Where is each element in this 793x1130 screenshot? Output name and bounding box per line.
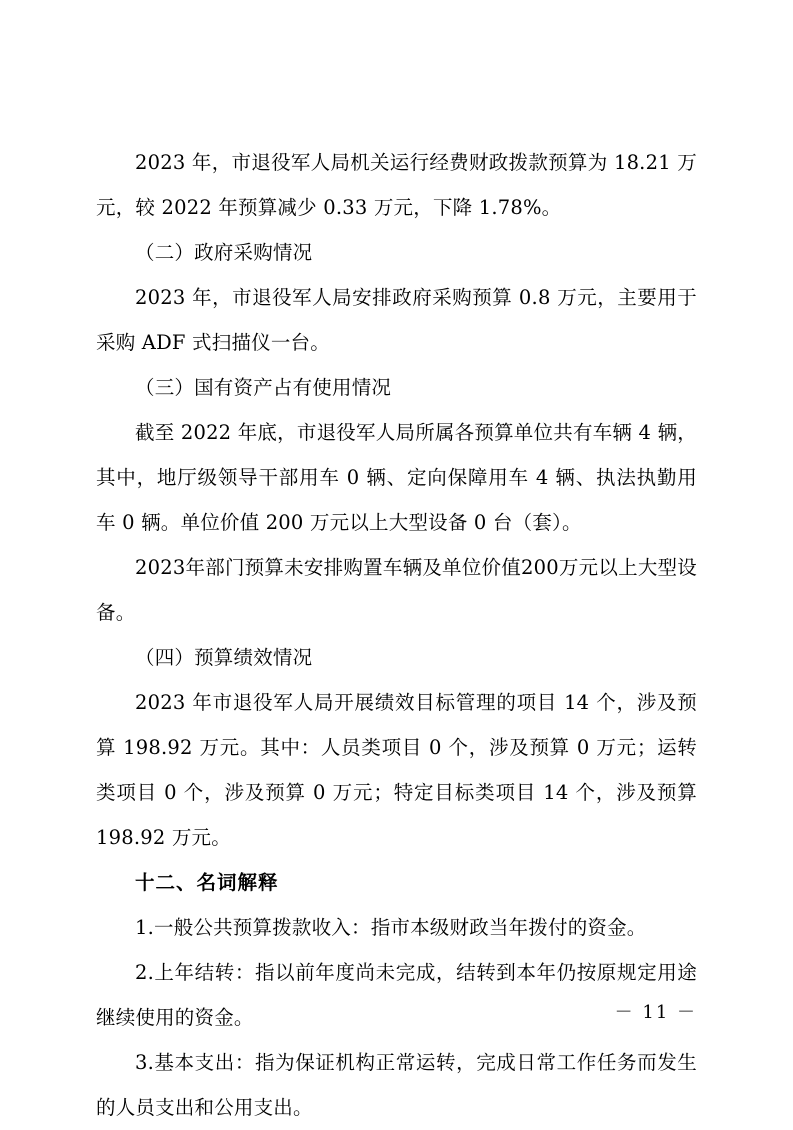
paragraph: 2023 年，市退役军人局安排政府采购预算 0.8 万元，主要用于采购 ADF 式扫描仪一台。 bbox=[96, 286, 697, 354]
document-body bbox=[96, 140, 697, 1130]
section-subheading: （二）政府采购情况 bbox=[135, 241, 313, 264]
paragraph: 2023 年市退役军人局开展绩效目标管理的项目 14 个，涉及预算 198.92 万元。其中：人员类项目 0 个，涉及预算 0 万元；运转类项目 0 个，涉及预算 0 万元；特定目标类项目 14 个，涉及预算 198.92 万元。 bbox=[96, 691, 697, 849]
section-subheading: （四）预算绩效情况 bbox=[135, 646, 313, 669]
paragraph: 2023年部门预算未安排购置车辆及单位价值200万元以上大型设备。 bbox=[96, 556, 697, 624]
page-number: － 11 － bbox=[614, 1002, 697, 1023]
section-heading: 十二、名词解释 bbox=[135, 871, 279, 894]
paragraph: 2.上年结转：指以前年度尚未完成，结转到本年仍按原规定用途继续使用的资金。 bbox=[96, 961, 697, 1029]
paragraph: 截至 2022 年底，市退役军人局所属各预算单位共有车辆 4 辆，其中，地厅级领导干部用车 0 辆、定向保障用车 4 辆、执法执勤用车 0 辆。单位价值 200 万元以上大型设备 0 台（套）。 bbox=[96, 421, 697, 534]
paragraph: 2023 年，市退役军人局机关运行经费财政拨款预算为 18.21 万元，较 2022 年预算减少 0.33 万元，下降 1.78%。 bbox=[96, 151, 697, 219]
section-subheading: （三）国有资产占有使用情况 bbox=[135, 376, 392, 399]
paragraph: 3.基本支出：指为保证机构正常运转，完成日常工作任务而发生的人员支出和公用支出。 bbox=[96, 1051, 697, 1119]
paragraph: 1.一般公共预算拨款收入：指市本级财政当年拨付的资金。 bbox=[135, 916, 647, 939]
